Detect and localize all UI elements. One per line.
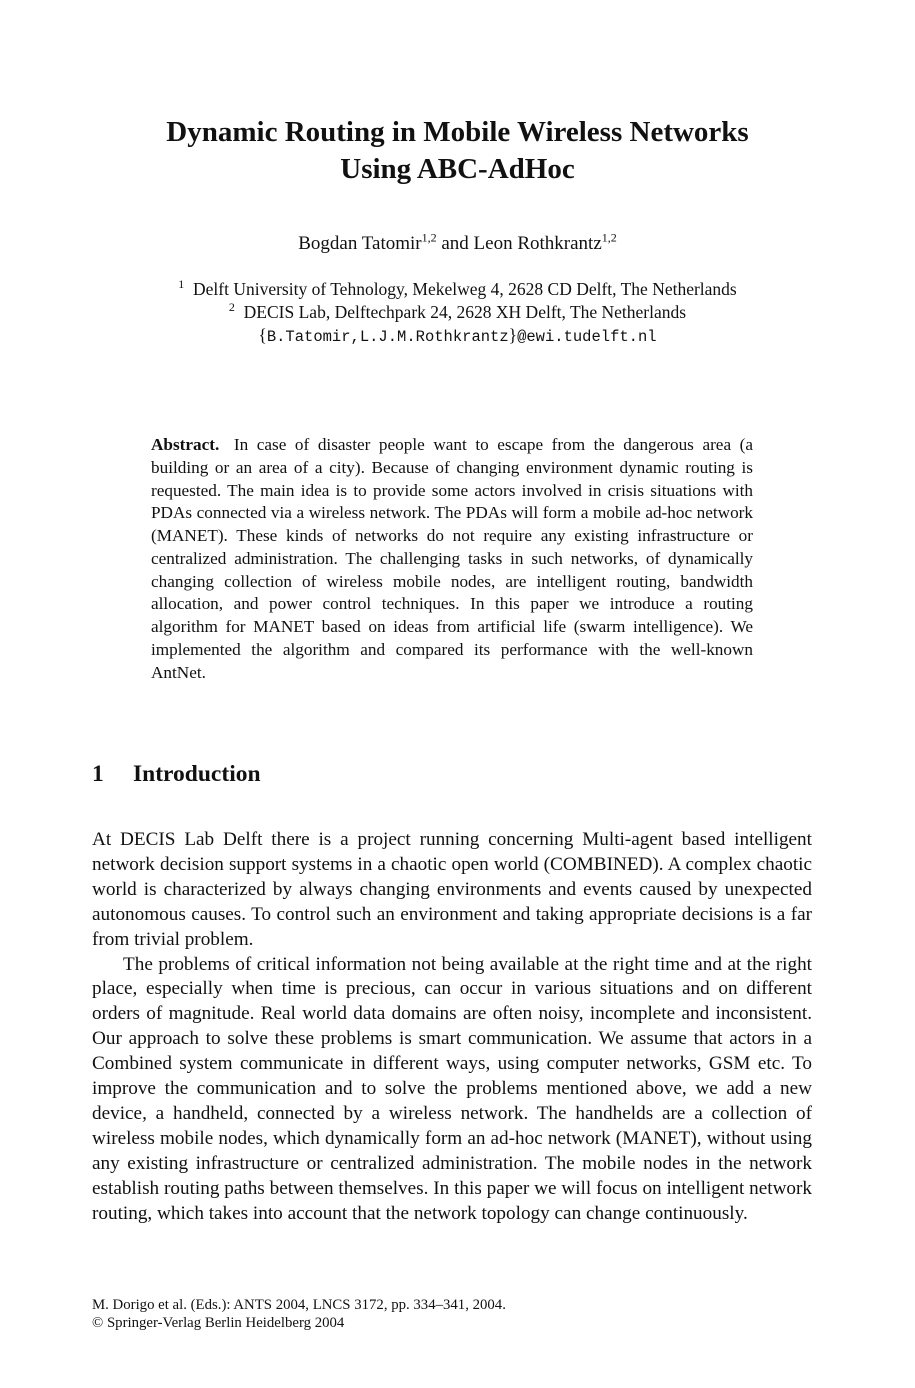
author-list bbox=[60, 232, 855, 256]
abstract bbox=[151, 434, 753, 684]
affiliation-text: Delft University of Tehnology, Mekelweg 4, 2628 CD Delft, The Netherlands bbox=[192, 279, 737, 299]
author-affiliation-marker: 1,2 bbox=[421, 230, 437, 245]
introduction-body bbox=[92, 828, 812, 1227]
abstract-label: Abstract. bbox=[151, 435, 220, 454]
email-names: B.Tatomir,L.J.M.Rothkrantz bbox=[266, 328, 509, 346]
section-title: Introduction bbox=[133, 761, 261, 787]
publication-footnote bbox=[92, 1296, 506, 1332]
author-name: Bogdan Tatomir bbox=[298, 233, 422, 254]
email-domain: @ewi.tudelft.nl bbox=[517, 328, 657, 346]
title-line-2: Using ABC-AdHoc bbox=[340, 153, 575, 185]
abstract-text: In case of disaster people want to escape from the dangerous area (a building or an area of a city). Because of changing environment dynamic routing is requested. The main idea is to provide some actors involved in crisis situations with PDAs connected via a wireless network. The PDAs will form a mobile ad-hoc network (MANET). These kinds of networks do not require any existing infrastructure or centralized administration. The challenging tasks in such networks, of dynamically changing collection of wireless mobile nodes, are intelligent routing, bandwidth allocation, and power control techniques. In this paper we introduce a routing algorithm for MANET based on ideas from artificial life (swarm intelligence). We implemented the algorithm and compared its performance with the well-known AntNet. bbox=[151, 435, 754, 682]
affiliations bbox=[60, 278, 855, 349]
affiliation-1 bbox=[60, 278, 855, 301]
email-brace-open: { bbox=[258, 325, 267, 345]
affiliation-text: DECIS Lab, Delftechpark 24, 2628 XH Delft, The Netherlands bbox=[243, 302, 687, 322]
email-line bbox=[60, 324, 855, 349]
author-connector: and bbox=[436, 233, 474, 254]
body-paragraph: At DECIS Lab Delft there is a project running concerning Multi-agent based intelligent network decision support systems in a chaotic open world (COMBINED). A complex chaotic world is characterized by always changing environments and events caused by unexpected autonomous causes. To control such an environment and taking appropriate decisions is a far from trivial problem. bbox=[92, 829, 812, 950]
section-number: 1 bbox=[92, 761, 104, 787]
paper-title bbox=[60, 114, 855, 188]
copyright-line: © Springer-Verlag Berlin Heidelberg 2004 bbox=[92, 1315, 345, 1331]
section-heading-introduction bbox=[92, 759, 261, 789]
affiliation-number: 2 bbox=[228, 300, 235, 315]
email-brace-close: } bbox=[508, 325, 518, 345]
citation-line: M. Dorigo et al. (Eds.): ANTS 2004, LNCS 3172, pp. 334–341, 2004. bbox=[92, 1297, 506, 1313]
body-paragraph: The problems of critical information not being available at the right time and at the right place, especially when time is precious, can occur in various situations and on different orders of magnitude. Real world data domains are often noisy, incomplete and inconsistent. Our approach to solve these problems is smart communication. We assume that actors in a Combined system communicate in different ways, using computer networks, GSM etc. To improve the communication and to solve the problems mentioned above, we add a new device, a handheld, connected by a wireless network. The handhelds are a collection of wireless mobile nodes, which dynamically form an ad-hoc network (MANET), without using any existing infrastructure or centralized administration. The mobile nodes in the network establish routing paths between themselves. In this paper we will focus on intelligent network routing, which takes into account that the network topology can change continuously. bbox=[92, 953, 812, 1224]
affiliation-number: 1 bbox=[178, 277, 185, 292]
author-name: Leon Rothkrantz bbox=[473, 233, 602, 254]
author-affiliation-marker: 1,2 bbox=[601, 230, 617, 245]
affiliation-2 bbox=[60, 301, 855, 324]
title-line-1: Dynamic Routing in Mobile Wireless Networks bbox=[166, 116, 749, 148]
